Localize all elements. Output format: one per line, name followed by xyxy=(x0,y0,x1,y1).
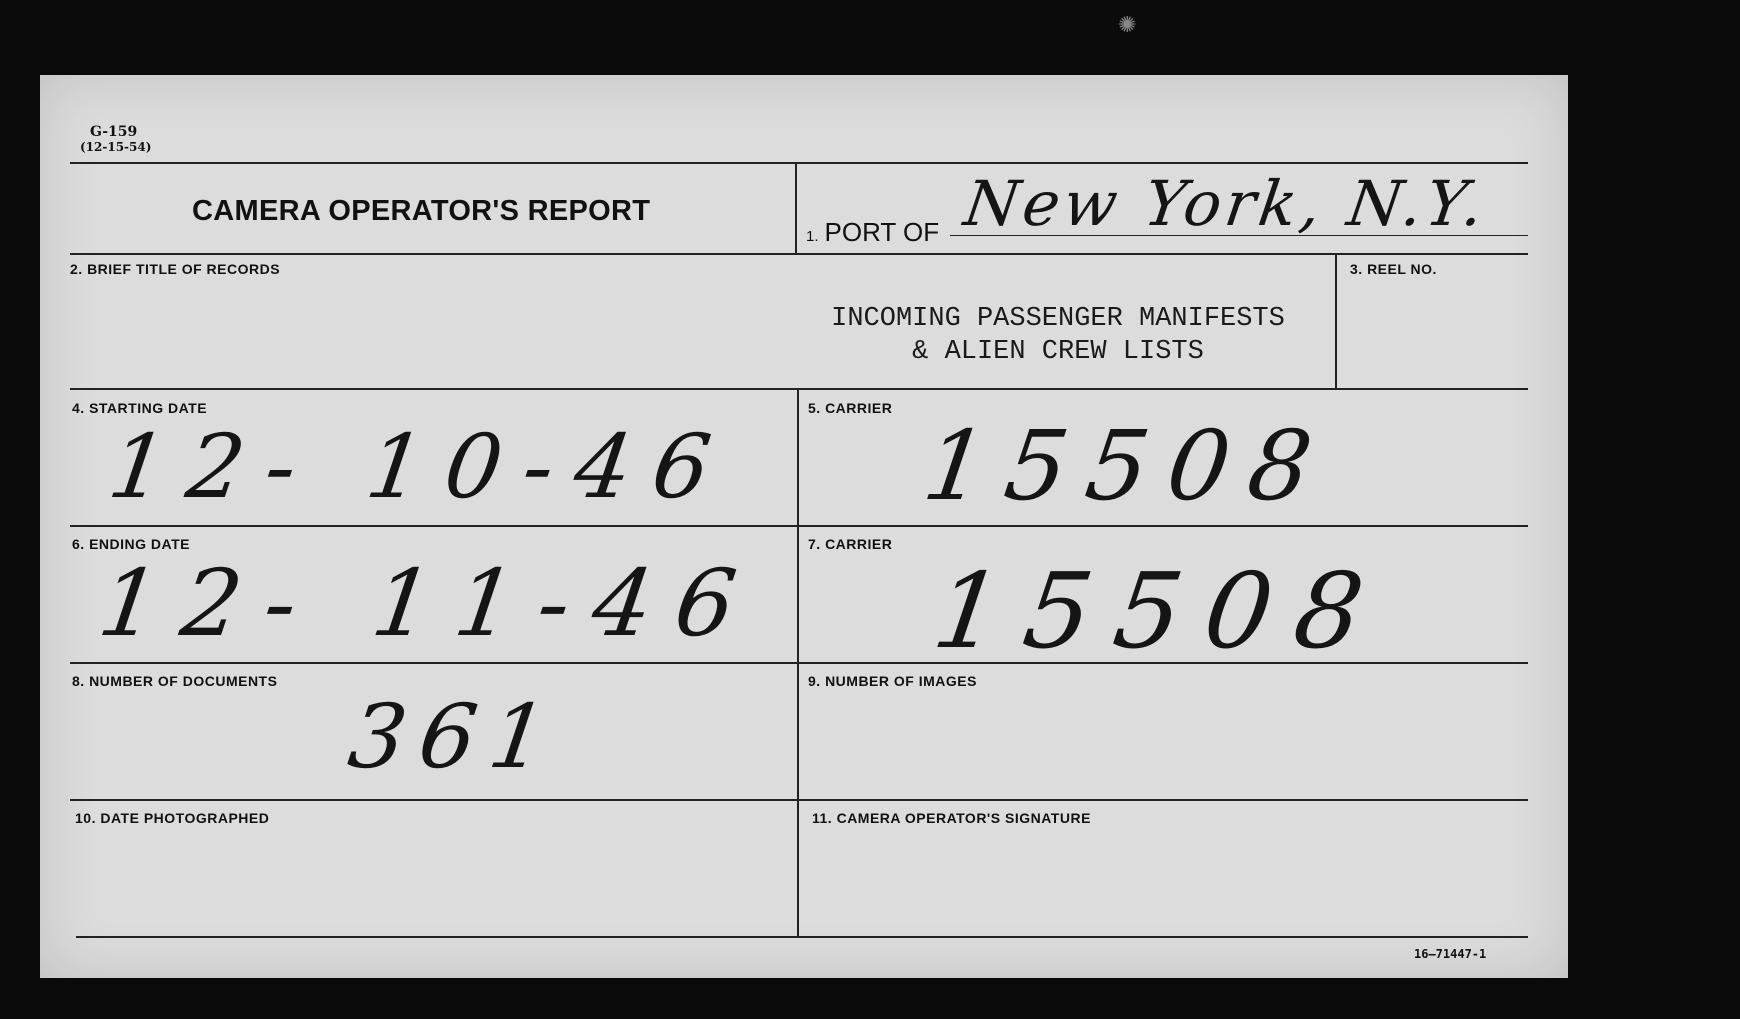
report-title: CAMERA OPERATOR'S REPORT xyxy=(192,195,651,227)
form-revision-date: (12-15-54) xyxy=(80,140,152,154)
rule-top xyxy=(70,162,1528,164)
divider-main xyxy=(797,388,799,936)
rule-row1 xyxy=(70,253,1528,255)
film-speck: ✺ xyxy=(1118,12,1137,37)
number-of-images-label: 9. NUMBER OF IMAGES xyxy=(808,673,977,689)
number-of-documents-label: 8. NUMBER OF DOCUMENTS xyxy=(72,673,278,689)
operator-signature-label: 11. CAMERA OPERATOR'S SIGNATURE xyxy=(812,810,1091,826)
carrier-7-label: 7. CARRIER xyxy=(808,536,893,552)
rule-bottom xyxy=(76,936,1528,938)
rule-row3 xyxy=(70,525,1528,527)
brief-title-label: 2. BRIEF TITLE OF RECORDS xyxy=(70,261,281,277)
brief-title-line2: & ALIEN CREW LISTS xyxy=(912,337,1204,367)
carrier-5-value: 15508 xyxy=(917,410,1339,522)
ending-date-label: 6. ENDING DATE xyxy=(72,536,190,552)
rule-row2 xyxy=(70,388,1528,390)
starting-date-value: 12- 10-46 xyxy=(102,415,739,518)
form-id: G-159 xyxy=(90,124,138,140)
form-code: 16—71447-1 xyxy=(1414,947,1487,961)
divider-header xyxy=(795,162,797,253)
port-label xyxy=(806,217,939,248)
carrier-7-value: 15508 xyxy=(926,550,1395,672)
date-photographed-label: 10. DATE PHOTOGRAPHED xyxy=(75,810,270,826)
starting-date-label: 4. STARTING DATE xyxy=(72,400,208,416)
reel-no-label: 3. REEL NO. xyxy=(1350,261,1437,277)
brief-title-line1: INCOMING PASSENGER MANIFESTS xyxy=(831,304,1285,334)
port-value: New York, N.Y. xyxy=(959,167,1492,240)
camera-operator-report-card xyxy=(40,75,1568,978)
ending-date-value: 12- 11-46 xyxy=(92,550,767,657)
port-number: 1. xyxy=(806,228,819,245)
carrier-5-label: 5. CARRIER xyxy=(808,400,893,416)
number-of-documents-value: 361 xyxy=(342,685,568,788)
rule-row5 xyxy=(70,799,1528,801)
port-label-text: PORT OF xyxy=(824,217,940,247)
